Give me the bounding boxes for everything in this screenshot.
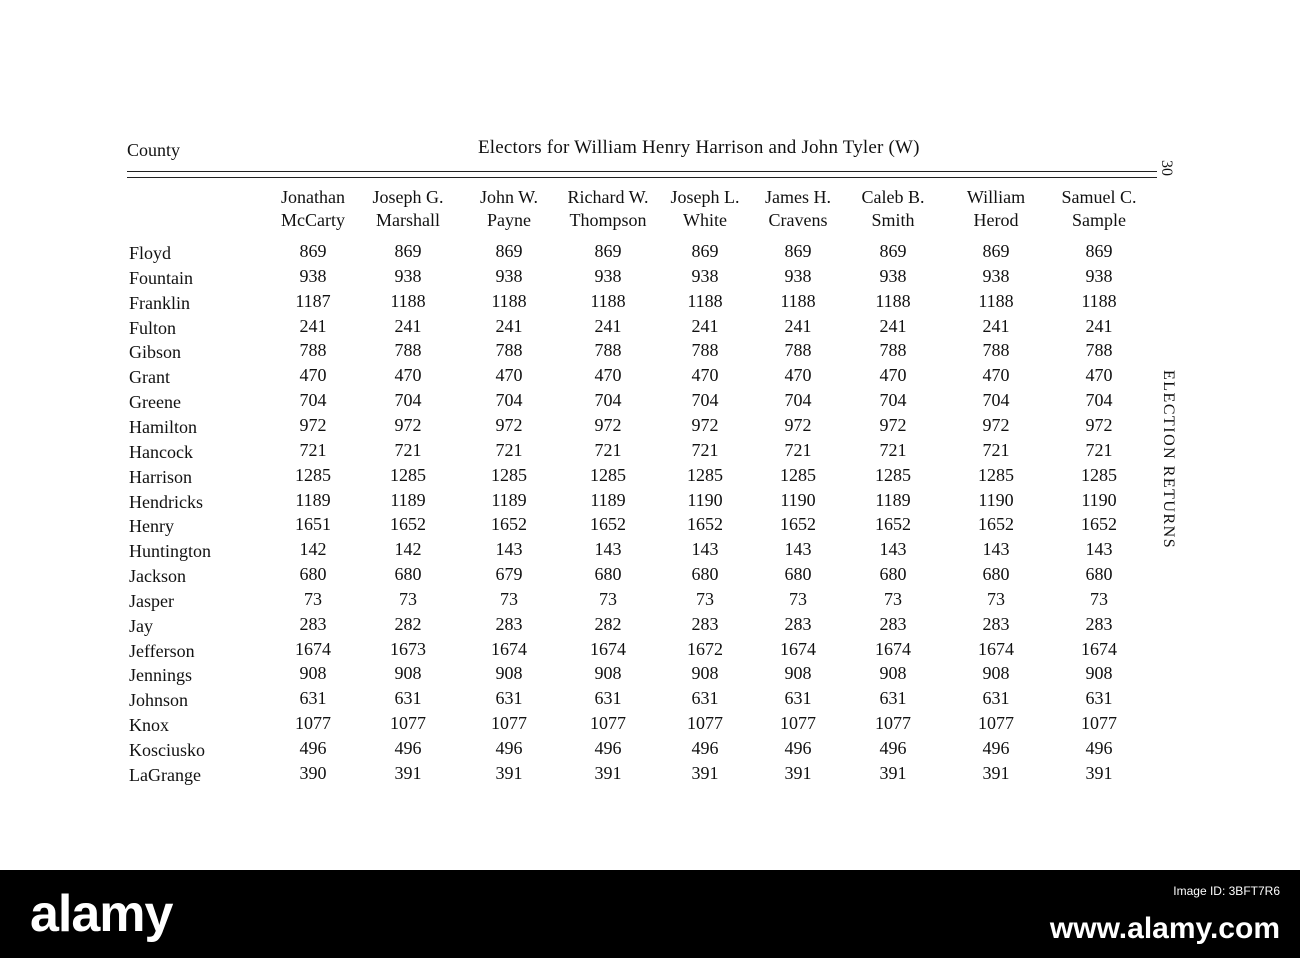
vote-count: 869 — [982, 241, 1010, 261]
vote-count: 1285 — [295, 464, 331, 485]
column-header-line: Joseph G. — [372, 187, 444, 207]
county-name: Greene — [129, 392, 181, 413]
vote-count: 908 — [784, 663, 812, 684]
vote-count: 496 — [784, 738, 812, 758]
vote-count: 938 — [784, 265, 812, 286]
vote-count: 1652 — [780, 514, 816, 535]
column-header — [936, 186, 1056, 232]
county-name: Kosciusko — [129, 740, 205, 760]
vote-count: 470 — [299, 365, 327, 386]
vote-count: 869 — [879, 241, 907, 261]
vote-count: 283 — [495, 613, 523, 634]
vote-count: 1285 — [590, 464, 626, 485]
vote-count: 1189 — [590, 489, 626, 510]
vote-count: 631 — [691, 688, 719, 709]
vote-count: 680 — [299, 564, 327, 585]
vote-count: 73 — [696, 588, 714, 609]
column-header — [1039, 186, 1159, 232]
vote-count: 283 — [879, 613, 907, 634]
column-header-line: Cravens — [768, 210, 828, 230]
vote-count: 704 — [784, 390, 812, 411]
vote-count: 241 — [594, 315, 622, 336]
vote-count: 1285 — [875, 464, 911, 485]
county-name: Jackson — [129, 566, 186, 587]
vote-count: 496 — [879, 738, 907, 758]
column-header-line: John W. — [479, 187, 539, 207]
vote-count: 496 — [394, 738, 422, 758]
vote-count: 142 — [299, 539, 327, 560]
vote-count: 1285 — [491, 464, 527, 485]
vote-count: 721 — [691, 439, 719, 460]
vote-count: 283 — [784, 613, 812, 634]
vote-count: 1188 — [1081, 290, 1117, 311]
vote-count: 788 — [982, 340, 1010, 361]
column-header-line: Payne — [487, 210, 531, 230]
vote-count: 972 — [299, 414, 327, 435]
vote-count: 241 — [1085, 315, 1113, 336]
vote-count: 869 — [691, 241, 719, 261]
vote-count: 1674 — [978, 638, 1014, 659]
vote-count: 869 — [594, 241, 622, 261]
vote-count: 869 — [299, 241, 327, 261]
vote-count: 788 — [299, 340, 327, 361]
vote-count: 496 — [495, 738, 523, 758]
vote-count: 73 — [884, 588, 902, 609]
vote-count: 470 — [691, 365, 719, 386]
vote-count: 704 — [982, 390, 1010, 411]
vote-count: 788 — [879, 340, 907, 361]
county-name: Huntington — [129, 541, 212, 562]
column-header-line: Herod — [973, 210, 1019, 230]
county-name: Fulton — [129, 317, 177, 338]
vote-count: 1190 — [780, 489, 816, 510]
vote-count: 972 — [879, 414, 907, 435]
vote-count: 631 — [1085, 688, 1113, 709]
vote-count: 1672 — [687, 638, 723, 659]
vote-count: 390 — [299, 762, 327, 783]
vote-count: 972 — [495, 414, 523, 435]
vote-count: 972 — [594, 414, 622, 435]
vote-count: 1077 — [687, 713, 723, 734]
county-name: Jennings — [129, 665, 192, 686]
vote-count: 1190 — [1081, 489, 1117, 510]
vote-count: 1651 — [295, 514, 331, 535]
vote-count: 1674 — [780, 638, 816, 659]
vote-count: 631 — [495, 688, 523, 709]
table-title: Electors for William Henry Harrison and John Tyler (W) — [478, 137, 920, 158]
vote-count: 704 — [879, 390, 907, 411]
vote-count: 679 — [495, 564, 523, 585]
vote-count: 1652 — [687, 514, 723, 535]
vote-count: 704 — [1085, 390, 1113, 411]
county-name: Gibson — [129, 342, 182, 363]
county-name: Franklin — [129, 292, 190, 313]
column-header-line: Joseph L. — [670, 187, 740, 207]
vote-count: 1190 — [687, 489, 723, 510]
vote-count: 704 — [691, 390, 719, 411]
vote-count: 1674 — [491, 638, 527, 659]
vote-count: 1674 — [875, 638, 911, 659]
county-name: Jefferson — [129, 640, 195, 661]
vote-count: 1077 — [295, 713, 331, 734]
vote-count: 282 — [394, 613, 422, 634]
county-name: Floyd — [129, 243, 172, 263]
vote-count: 908 — [982, 663, 1010, 684]
vote-count: 869 — [784, 241, 812, 261]
vote-count: 1188 — [390, 290, 426, 311]
vote-count: 143 — [594, 539, 622, 560]
vote-count: 143 — [982, 539, 1010, 560]
vote-count: 721 — [495, 439, 523, 460]
vote-count: 1190 — [978, 489, 1014, 510]
vote-count: 908 — [495, 663, 523, 684]
column-header-line: Marshall — [376, 210, 440, 230]
vote-count: 938 — [594, 265, 622, 286]
vote-count: 241 — [784, 315, 812, 336]
vote-count: 908 — [594, 663, 622, 684]
county-name: LaGrange — [129, 764, 201, 785]
vote-count: 704 — [394, 390, 422, 411]
vote-count: 631 — [982, 688, 1010, 709]
vote-count: 938 — [495, 265, 523, 286]
vote-count: 1077 — [978, 713, 1014, 734]
vote-count: 1077 — [590, 713, 626, 734]
vote-count: 391 — [594, 762, 622, 783]
vote-count: 391 — [1085, 762, 1113, 783]
county-name: Jay — [129, 615, 153, 636]
vote-count: 788 — [784, 340, 812, 361]
column-header-line: Samuel C. — [1061, 187, 1137, 207]
vote-count: 721 — [299, 439, 327, 460]
running-head: ELECTION RETURNS — [1160, 370, 1177, 550]
vote-count: 908 — [394, 663, 422, 684]
county-column-header: County — [127, 140, 181, 160]
vote-count: 1188 — [780, 290, 816, 311]
watermark-footer — [0, 870, 1300, 958]
vote-count: 938 — [394, 265, 422, 286]
column-header-line: Caleb B. — [861, 187, 925, 207]
vote-count: 1077 — [491, 713, 527, 734]
column-header-line: White — [683, 210, 727, 230]
vote-count: 680 — [691, 564, 719, 585]
vote-count: 241 — [691, 315, 719, 336]
vote-count: 631 — [594, 688, 622, 709]
vote-count: 972 — [982, 414, 1010, 435]
vote-count: 470 — [495, 365, 523, 386]
vote-count: 391 — [982, 762, 1010, 783]
vote-count: 143 — [784, 539, 812, 560]
vote-count: 972 — [691, 414, 719, 435]
vote-count: 73 — [304, 588, 322, 609]
vote-count: 972 — [394, 414, 422, 435]
vote-count: 1673 — [390, 638, 426, 659]
vote-count: 721 — [879, 439, 907, 460]
column-header-line: McCarty — [281, 210, 345, 230]
vote-count: 908 — [1085, 663, 1113, 684]
vote-count: 1652 — [390, 514, 426, 535]
county-name: Hancock — [129, 441, 193, 462]
vote-count: 1285 — [390, 464, 426, 485]
vote-count: 680 — [1085, 564, 1113, 585]
column-header-line: Richard W. — [567, 187, 649, 207]
site-url: www.alamy.com — [1049, 912, 1280, 945]
vote-count: 938 — [1085, 265, 1113, 286]
county-name: Johnson — [129, 690, 189, 711]
vote-count: 73 — [399, 588, 417, 609]
vote-count: 631 — [879, 688, 907, 709]
vote-count: 1285 — [687, 464, 723, 485]
vote-count: 283 — [1085, 613, 1113, 634]
vote-count: 241 — [982, 315, 1010, 336]
vote-count: 282 — [594, 613, 622, 634]
vote-count: 1652 — [875, 514, 911, 535]
image-id: Image ID: 3BFT7R6 — [1173, 884, 1280, 898]
county-name: Henry — [129, 516, 174, 537]
vote-count: 1188 — [491, 290, 527, 311]
vote-count: 704 — [594, 390, 622, 411]
vote-count: 938 — [299, 265, 327, 286]
vote-count: 391 — [394, 762, 422, 783]
header-rule — [127, 171, 1157, 172]
county-name: Grant — [129, 367, 170, 388]
vote-count: 73 — [599, 588, 617, 609]
vote-count: 1674 — [295, 638, 331, 659]
vote-count: 1189 — [390, 489, 426, 510]
vote-count: 938 — [879, 265, 907, 286]
vote-count: 496 — [299, 738, 327, 758]
vote-count: 1187 — [295, 290, 331, 311]
vote-count: 1285 — [978, 464, 1014, 485]
vote-count: 73 — [789, 588, 807, 609]
vote-count: 1674 — [1081, 638, 1117, 659]
vote-count: 241 — [299, 315, 327, 336]
vote-count: 391 — [879, 762, 907, 783]
vote-count: 470 — [594, 365, 622, 386]
vote-count: 1077 — [780, 713, 816, 734]
vote-count: 972 — [1085, 414, 1113, 435]
vote-count: 631 — [299, 688, 327, 709]
vote-count: 1188 — [687, 290, 723, 311]
vote-count: 1674 — [590, 638, 626, 659]
vote-count: 680 — [784, 564, 812, 585]
vote-count: 704 — [495, 390, 523, 411]
column-header-line: Jonathan — [281, 187, 345, 207]
vote-count: 908 — [299, 663, 327, 684]
vote-count: 391 — [691, 762, 719, 783]
vote-count: 1652 — [978, 514, 1014, 535]
vote-count: 1285 — [1081, 464, 1117, 485]
vote-count: 680 — [394, 564, 422, 585]
vote-count: 721 — [594, 439, 622, 460]
vote-count: 788 — [1085, 340, 1113, 361]
vote-count: 1652 — [590, 514, 626, 535]
vote-count: 283 — [299, 613, 327, 634]
header-rule — [127, 177, 1157, 178]
vote-count: 1189 — [491, 489, 527, 510]
vote-count: 241 — [879, 315, 907, 336]
vote-count: 869 — [1085, 241, 1113, 261]
vote-count: 1077 — [390, 713, 426, 734]
county-name: Hendricks — [129, 491, 203, 512]
vote-count: 283 — [691, 613, 719, 634]
vote-count: 470 — [879, 365, 907, 386]
vote-count: 1188 — [590, 290, 626, 311]
vote-count: 788 — [394, 340, 422, 361]
vote-count: 631 — [784, 688, 812, 709]
vote-count: 908 — [879, 663, 907, 684]
column-header-line: William — [966, 187, 1026, 207]
vote-count: 73 — [987, 588, 1005, 609]
vote-count: 470 — [982, 365, 1010, 386]
vote-count: 1188 — [978, 290, 1014, 311]
vote-count: 1652 — [491, 514, 527, 535]
vote-count: 241 — [394, 315, 422, 336]
vote-count: 1188 — [875, 290, 911, 311]
vote-count: 496 — [982, 738, 1010, 758]
vote-count: 1189 — [295, 489, 331, 510]
vote-count: 283 — [982, 613, 1010, 634]
vote-count: 470 — [784, 365, 812, 386]
alamy-logo: alamy — [30, 885, 173, 943]
vote-count: 1285 — [780, 464, 816, 485]
vote-count: 721 — [1085, 439, 1113, 460]
vote-count: 788 — [691, 340, 719, 361]
vote-count: 73 — [500, 588, 518, 609]
vote-count: 704 — [299, 390, 327, 411]
vote-count: 788 — [495, 340, 523, 361]
vote-count: 1652 — [1081, 514, 1117, 535]
vote-count: 721 — [394, 439, 422, 460]
vote-count: 496 — [1085, 738, 1113, 758]
vote-count: 143 — [1085, 539, 1113, 560]
vote-count: 1077 — [875, 713, 911, 734]
vote-count: 680 — [879, 564, 907, 585]
column-header-line: Sample — [1072, 210, 1126, 230]
vote-count: 869 — [495, 241, 523, 261]
vote-count: 680 — [594, 564, 622, 585]
vote-count: 1077 — [1081, 713, 1117, 734]
vote-count: 1189 — [875, 489, 911, 510]
county-name: Jasper — [129, 590, 174, 611]
vote-count: 391 — [495, 762, 523, 783]
vote-count: 391 — [784, 762, 812, 783]
page-number: 30 — [1158, 160, 1175, 176]
vote-count: 938 — [982, 265, 1010, 286]
vote-count: 788 — [594, 340, 622, 361]
vote-count: 908 — [691, 663, 719, 684]
column-header-line: James H. — [765, 187, 831, 207]
column-header-line: Thompson — [569, 210, 647, 230]
vote-count: 143 — [495, 539, 523, 560]
county-name: Hamilton — [129, 416, 197, 437]
vote-count: 470 — [394, 365, 422, 386]
vote-count: 680 — [982, 564, 1010, 585]
vote-count: 143 — [879, 539, 907, 560]
column-header — [833, 186, 953, 232]
county-name: Harrison — [129, 466, 192, 487]
vote-count: 73 — [1090, 588, 1108, 609]
county-name: Knox — [129, 715, 169, 736]
vote-count: 972 — [784, 414, 812, 435]
vote-count: 721 — [982, 439, 1010, 460]
vote-count: 869 — [394, 241, 422, 261]
vote-count: 631 — [394, 688, 422, 709]
vote-count: 241 — [495, 315, 523, 336]
vote-count: 938 — [691, 265, 719, 286]
vote-count: 143 — [691, 539, 719, 560]
vote-count: 470 — [1085, 365, 1113, 386]
column-header-line: Smith — [871, 210, 915, 230]
vote-count: 142 — [394, 539, 422, 560]
vote-count: 496 — [594, 738, 622, 758]
vote-count: 496 — [691, 738, 719, 758]
vote-count: 721 — [784, 439, 812, 460]
county-name: Fountain — [129, 267, 194, 288]
